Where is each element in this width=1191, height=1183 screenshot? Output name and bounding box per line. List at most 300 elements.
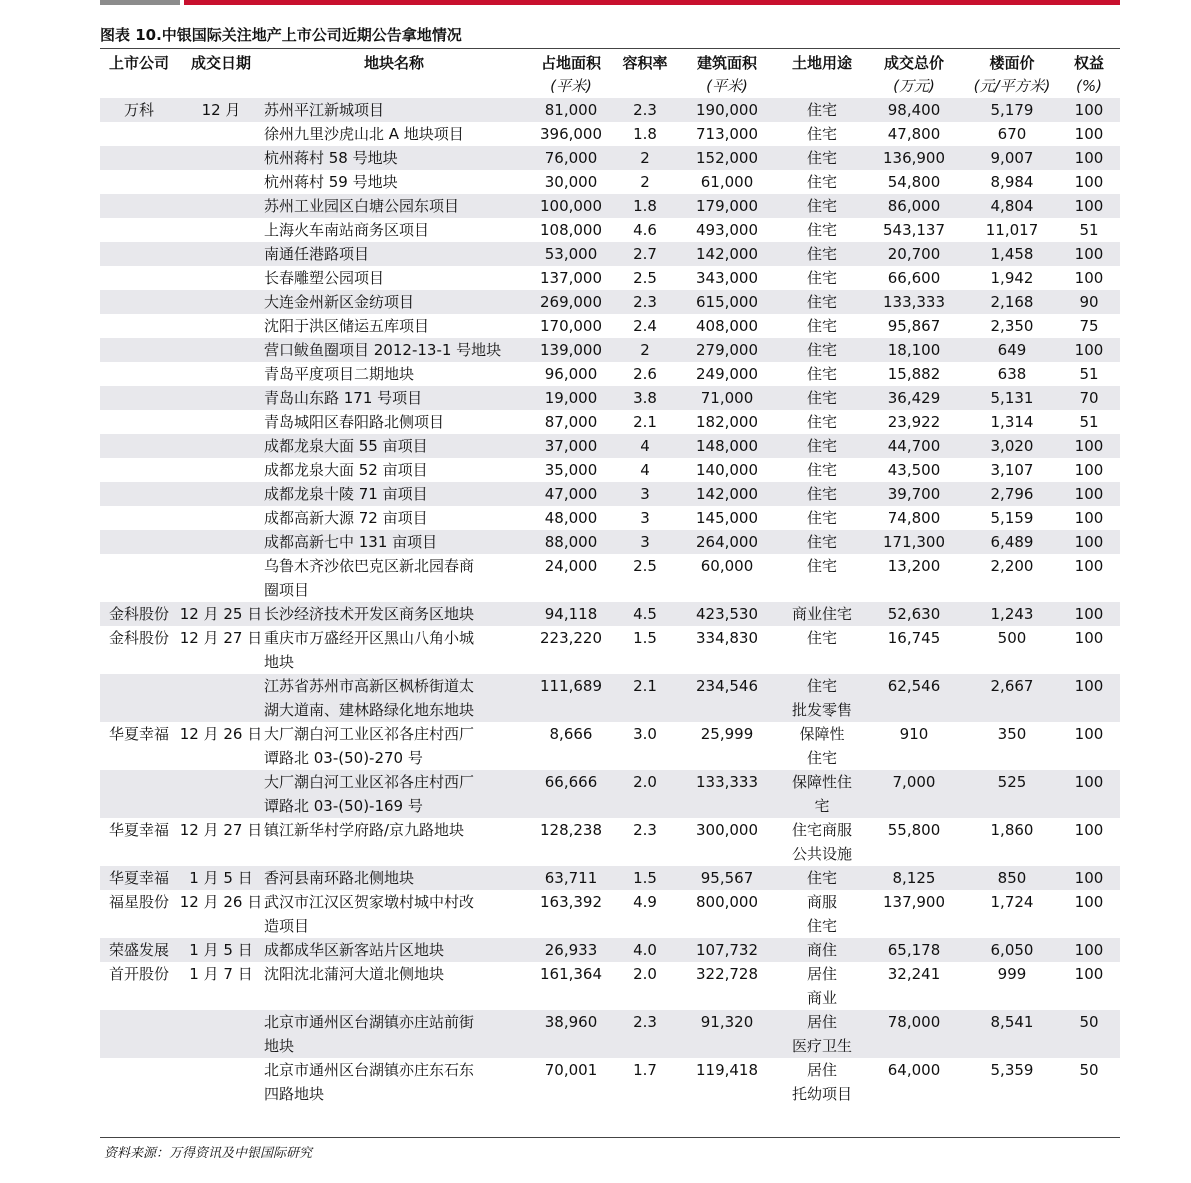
- cell-plot: 沈阳于洪区储运五库项目: [264, 317, 430, 335]
- cell-date: 12 月: [178, 98, 264, 122]
- top-rule: [100, 48, 1120, 49]
- cell-plot: 镇江新华村学府路/京九路地块: [264, 821, 465, 839]
- cell-floor-price: 5,159: [990, 509, 1034, 527]
- cell-date: [178, 314, 264, 338]
- cell-company: [100, 1058, 178, 1106]
- cell-company: [100, 314, 178, 338]
- cell-far: 4.6: [633, 221, 657, 239]
- floor-price-unit: (元/平方米): [973, 77, 1051, 95]
- table-body: [100, 98, 1120, 1106]
- col-header-use: 土地用途: [791, 54, 852, 72]
- cell-site-area: 161,364: [539, 965, 603, 983]
- cell-company: [100, 506, 178, 530]
- cell-far: 1.8: [618, 194, 672, 218]
- cell-equity: 100: [1074, 821, 1104, 839]
- cell-use: 住宅: [806, 461, 837, 479]
- cell-far: 3.0: [633, 725, 657, 743]
- cell-use: 住宅: [782, 290, 862, 314]
- cell-date: [178, 434, 264, 458]
- table-row: [100, 266, 1120, 290]
- table-row: [100, 434, 1120, 458]
- cell-use: 住宅: [782, 530, 862, 554]
- cell-floor-price: 8,984: [990, 173, 1034, 191]
- cell-use: [782, 818, 862, 866]
- cell-gfa: 71,000: [672, 386, 782, 410]
- cell-gfa: 408,000: [695, 317, 759, 335]
- cell-date: [178, 266, 264, 290]
- cell-date: [178, 362, 264, 386]
- cell-line-2: 湖大道南、建林路绿化地东地块: [264, 701, 475, 719]
- cell-date: [178, 218, 264, 242]
- cell-floor-price: 649: [966, 338, 1058, 362]
- cell-company: [100, 434, 178, 458]
- cell-company: 华夏幸福: [100, 866, 178, 890]
- cell-far: 3: [640, 509, 650, 527]
- cell-far: 2.1: [633, 413, 657, 431]
- cell-floor-price: 525: [966, 770, 1058, 818]
- cell-site-area: 94,118: [524, 602, 618, 626]
- cell-floor-price: 850: [966, 866, 1058, 890]
- cell-company: [100, 338, 178, 362]
- cell-plot: 成都龙泉大面 55 亩项目: [264, 434, 524, 458]
- table-row: [100, 290, 1120, 314]
- cell-use: 住宅: [782, 338, 862, 362]
- cell-use: 住宅: [806, 317, 837, 335]
- cell-far: 1.7: [633, 1061, 657, 1079]
- cell-site-area: 88,000: [524, 530, 618, 554]
- header-bar-gray: [100, 0, 180, 5]
- cell-floor-price: 2,796: [966, 482, 1058, 506]
- cell-line-1: 商服: [806, 893, 837, 911]
- cell-equity: 90: [1058, 290, 1120, 314]
- cell-gfa: 279,000: [672, 338, 782, 362]
- gfa-unit: (平米): [706, 77, 748, 95]
- equity-unit: (%): [1076, 77, 1102, 95]
- cell-site-area: 53,000: [524, 242, 618, 266]
- table-row: [100, 938, 1120, 962]
- cell-total-price: 95,867: [887, 317, 941, 335]
- cell-line-1: 重庆市万盛经开区黑山八角小城: [264, 629, 475, 647]
- cell-line-2: 托幼项目: [791, 1085, 852, 1103]
- table-row: [100, 554, 1120, 602]
- cell-use: 住宅: [782, 386, 862, 410]
- cell-gfa: 343,000: [695, 269, 759, 287]
- cell-total-price: 55,800: [887, 821, 941, 839]
- cell-use: [782, 770, 862, 818]
- cell-gfa: 25,999: [700, 725, 754, 743]
- cell-far: 2.0: [618, 770, 672, 818]
- table-row: [100, 194, 1120, 218]
- cell-plot: [264, 1058, 524, 1106]
- cell-site-area: 8,666: [549, 725, 593, 743]
- col-header-gfa: [672, 52, 782, 98]
- cell-equity: 100: [1074, 965, 1104, 983]
- cell-floor-price: 2,350: [990, 317, 1034, 335]
- cell-line-1: 大厂潮白河工业区祁各庄村西厂: [264, 725, 475, 743]
- cell-site-area: 108,000: [539, 221, 603, 239]
- cell-site-area: 26,933: [524, 938, 618, 962]
- col-header-equity: [1058, 52, 1120, 98]
- cell-total-price: 23,922: [887, 413, 941, 431]
- cell-floor-price: 1,724: [990, 893, 1034, 911]
- cell-far: 2.6: [633, 365, 657, 383]
- cell-date: [178, 506, 264, 530]
- cell-company: [100, 194, 178, 218]
- cell-far: 1.8: [633, 125, 657, 143]
- cell-floor-price: 1,458: [966, 242, 1058, 266]
- table-row: [100, 410, 1120, 434]
- cell-equity: 100: [1058, 338, 1120, 362]
- cell-site-area: 37,000: [524, 434, 618, 458]
- cell-total-price: 32,241: [887, 965, 941, 983]
- table-row: [100, 890, 1120, 938]
- cell-floor-price: 6,050: [966, 938, 1058, 962]
- cell-equity: 100: [1074, 629, 1104, 647]
- table-row: [100, 338, 1120, 362]
- cell-company: [100, 170, 178, 194]
- cell-equity: 51: [1079, 365, 1099, 383]
- cell-plot: 成都龙泉大面 52 亩项目: [264, 461, 428, 479]
- cell-gfa: 190,000: [672, 98, 782, 122]
- cell-site-area: 163,392: [539, 893, 603, 911]
- cell-floor-price: 1,314: [990, 413, 1034, 431]
- cell-site-area: 96,000: [544, 365, 598, 383]
- cell-use: 商业住宅: [782, 602, 862, 626]
- cell-plot: 长沙经济技术开发区商务区地块: [264, 602, 524, 626]
- cell-site-area: 48,000: [544, 509, 598, 527]
- cell-date: [178, 458, 264, 482]
- source-note: 资料来源：万得资讯及中银国际研究: [104, 1146, 313, 1161]
- cell-line-2: 造项目: [264, 917, 310, 935]
- cell-date: [178, 242, 264, 266]
- cell-use: 住宅: [806, 221, 837, 239]
- cell-line-2: 谭路北 03-(50)-270 号: [264, 749, 423, 767]
- cell-far: 2: [640, 173, 650, 191]
- cell-equity: 100: [1058, 674, 1120, 722]
- table-row: [100, 1058, 1120, 1106]
- table-row: [100, 98, 1120, 122]
- cell-plot: 大连金州新区金纺项目: [264, 290, 524, 314]
- cell-use: 住宅: [782, 98, 862, 122]
- cell-gfa: 107,732: [672, 938, 782, 962]
- cell-line-2: 批发零售: [791, 701, 852, 719]
- land-acquisition-table: [100, 52, 1120, 1106]
- cell-total-price: 20,700: [862, 242, 966, 266]
- cell-floor-price: 3,107: [990, 461, 1034, 479]
- cell-date: [178, 770, 264, 818]
- cell-line-1: 保障性: [799, 725, 845, 743]
- cell-total-price: 54,800: [887, 173, 941, 191]
- cell-use: [782, 962, 862, 1010]
- col-header-floor-price: [966, 52, 1058, 98]
- cell-line-1: 居住: [806, 1013, 837, 1031]
- cell-line-1: 北京市通州区台湖镇亦庄东石东: [264, 1061, 475, 1079]
- col-header-far: 容积率: [622, 54, 668, 72]
- cell-gfa: 800,000: [695, 893, 759, 911]
- cell-plot: 杭州蒋村 58 号地块: [264, 146, 524, 170]
- cell-use: 住宅: [782, 866, 862, 890]
- table-row: [100, 242, 1120, 266]
- cell-total-price: 133,333: [862, 290, 966, 314]
- table-row: [100, 722, 1120, 770]
- cell-use: [782, 1010, 862, 1058]
- cell-line-2: 地块: [264, 1037, 295, 1055]
- cell-date: 1 月 5 日: [178, 938, 264, 962]
- cell-floor-price: 350: [997, 725, 1027, 743]
- cell-company: 首开股份: [108, 965, 169, 983]
- header-bar-red: [184, 0, 1120, 5]
- cell-use: [782, 1058, 862, 1106]
- cell-line-1: 保障性住: [791, 773, 852, 791]
- cell-gfa: 152,000: [672, 146, 782, 170]
- table-row: [100, 530, 1120, 554]
- cell-plot: 成都龙泉十陵 71 亩项目: [264, 482, 524, 506]
- cell-equity: 100: [1058, 938, 1120, 962]
- cell-line-1: 武汉市江汉区贺家墩村城中村改: [264, 893, 475, 911]
- cell-total-price: 66,600: [887, 269, 941, 287]
- cell-date: [178, 1010, 264, 1058]
- cell-total-price: 16,745: [887, 629, 941, 647]
- cell-total-price: 8,125: [862, 866, 966, 890]
- cell-far: 2.3: [633, 821, 657, 839]
- cell-gfa: 142,000: [672, 242, 782, 266]
- cell-use: 商住: [782, 938, 862, 962]
- cell-plot: 徐州九里沙虎山北 A 地块项目: [264, 125, 464, 143]
- cell-equity: 51: [1079, 221, 1099, 239]
- cell-date: [178, 530, 264, 554]
- floor-price-label: 楼面价: [989, 54, 1035, 72]
- cell-gfa: 322,728: [695, 965, 759, 983]
- cell-use: [782, 674, 862, 722]
- cell-line-1: 江苏省苏州市高新区枫桥街道太: [264, 677, 475, 695]
- cell-total-price: 43,500: [887, 461, 941, 479]
- cell-date: [178, 122, 264, 146]
- cell-far: 4: [640, 461, 650, 479]
- cell-line-2: 住宅: [806, 749, 837, 767]
- cell-far: 2.4: [633, 317, 657, 335]
- table-row: [100, 1010, 1120, 1058]
- cell-gfa: 60,000: [700, 557, 754, 575]
- cell-company: [100, 290, 178, 314]
- cell-company: [100, 362, 178, 386]
- cell-equity: 100: [1058, 602, 1120, 626]
- cell-line-2: 宅: [814, 797, 830, 815]
- cell-far: 2: [618, 338, 672, 362]
- cell-date: 1 月 7 日: [189, 965, 253, 983]
- cell-far: 3: [618, 530, 672, 554]
- cell-site-area: 81,000: [524, 98, 618, 122]
- cell-plot: 成都成华区新客站片区地块: [264, 938, 524, 962]
- cell-total-price: 136,900: [862, 146, 966, 170]
- cell-company: 福星股份: [108, 893, 169, 911]
- table-row: [100, 362, 1120, 386]
- cell-site-area: 269,000: [524, 290, 618, 314]
- cell-gfa: 423,530: [672, 602, 782, 626]
- cell-company: [100, 554, 178, 602]
- cell-plot: [264, 554, 524, 602]
- cell-date: [178, 194, 264, 218]
- cell-use: [782, 890, 862, 938]
- cell-far: 4.9: [633, 893, 657, 911]
- cell-company: [100, 458, 178, 482]
- cell-floor-price: 5,131: [966, 386, 1058, 410]
- cell-use: 住宅: [806, 365, 837, 383]
- cell-line-2: 公共设施: [791, 845, 852, 863]
- cell-floor-price: 9,007: [966, 146, 1058, 170]
- cell-company: [100, 266, 178, 290]
- cell-equity: 70: [1058, 386, 1120, 410]
- cell-date: 12 月 26 日: [179, 725, 263, 743]
- cell-site-area: 87,000: [544, 413, 598, 431]
- cell-far: 2.5: [633, 269, 657, 287]
- cell-plot: 苏州平江新城项目: [264, 98, 524, 122]
- cell-plot: 苏州工业园区白塘公园东项目: [264, 194, 524, 218]
- cell-line-2: 地块: [264, 653, 295, 671]
- cell-total-price: 15,882: [887, 365, 941, 383]
- cell-total-price: 64,000: [887, 1061, 941, 1079]
- cell-floor-price: 3,020: [966, 434, 1058, 458]
- cell-far: 4.5: [618, 602, 672, 626]
- cell-date: [178, 674, 264, 722]
- cell-company: [100, 674, 178, 722]
- cell-gfa: 133,333: [672, 770, 782, 818]
- cell-equity: 100: [1058, 866, 1120, 890]
- cell-date: [178, 410, 264, 434]
- table-row: [100, 770, 1120, 818]
- cell-gfa: 334,830: [695, 629, 759, 647]
- cell-floor-price: 999: [997, 965, 1027, 983]
- cell-equity: 100: [1058, 434, 1120, 458]
- cell-plot: 青岛城阳区春阳路北侧项目: [264, 413, 445, 431]
- cell-plot: [264, 890, 524, 938]
- cell-gfa: 148,000: [672, 434, 782, 458]
- cell-line-1: 乌鲁木齐沙依巴克区新北园春商: [264, 557, 475, 575]
- cell-gfa: 140,000: [695, 461, 759, 479]
- cell-line-2: 谭路北 03-(50)-169 号: [264, 797, 423, 815]
- cell-equity: 50: [1058, 1010, 1120, 1058]
- cell-gfa: 300,000: [695, 821, 759, 839]
- cell-site-area: 137,000: [539, 269, 603, 287]
- cell-total-price: 74,800: [887, 509, 941, 527]
- cell-plot: 成都高新七中 131 亩项目: [264, 530, 524, 554]
- cell-site-area: 223,220: [539, 629, 603, 647]
- cell-floor-price: 5,359: [990, 1061, 1034, 1079]
- cell-total-price: 13,200: [887, 557, 941, 575]
- cell-line-2: 商业: [806, 989, 837, 1007]
- cell-equity: 100: [1074, 893, 1104, 911]
- cell-company: [100, 770, 178, 818]
- cell-date: 1 月 5 日: [178, 866, 264, 890]
- cell-company: [100, 386, 178, 410]
- cell-far: 2.3: [618, 290, 672, 314]
- cell-company: [100, 410, 178, 434]
- cell-company: 金科股份: [108, 629, 169, 647]
- cell-total-price: 62,546: [862, 674, 966, 722]
- cell-site-area: 170,000: [539, 317, 603, 335]
- cell-floor-price: 670: [997, 125, 1027, 143]
- cell-far: 3: [618, 482, 672, 506]
- cell-line-1: 居住: [806, 1061, 837, 1079]
- cell-plot: [264, 770, 524, 818]
- table-row: [100, 170, 1120, 194]
- cell-gfa: 91,320: [672, 1010, 782, 1058]
- table-row: [100, 602, 1120, 626]
- cell-far: 2.1: [618, 674, 672, 722]
- cell-company: [100, 146, 178, 170]
- table-row: [100, 818, 1120, 866]
- cell-use: 住宅: [782, 194, 862, 218]
- cell-gfa: 145,000: [695, 509, 759, 527]
- cell-far: 2.5: [633, 557, 657, 575]
- equity-label: 权益: [1073, 54, 1104, 72]
- cell-plot: 营口鲅鱼圈项目 2012-13-1 号地块: [264, 338, 524, 362]
- cell-plot: 长春雕塑公园项目: [264, 269, 385, 287]
- cell-equity: 50: [1079, 1061, 1099, 1079]
- cell-plot: [264, 674, 524, 722]
- cell-floor-price: 500: [997, 629, 1027, 647]
- cell-date: [178, 338, 264, 362]
- cell-use: 住宅: [806, 413, 837, 431]
- cell-company: 华夏幸福: [108, 821, 169, 839]
- cell-plot: 香河县南环路北侧地块: [264, 866, 524, 890]
- cell-equity: 100: [1074, 725, 1104, 743]
- cell-site-area: 128,238: [539, 821, 603, 839]
- table-row: [100, 122, 1120, 146]
- cell-site-area: 396,000: [539, 125, 603, 143]
- cell-date: [178, 386, 264, 410]
- cell-company: 万科: [100, 98, 178, 122]
- cell-date: [178, 482, 264, 506]
- cell-floor-price: 5,179: [966, 98, 1058, 122]
- cell-gfa: 615,000: [672, 290, 782, 314]
- cell-equity: 100: [1058, 530, 1120, 554]
- cell-plot: [264, 722, 524, 770]
- cell-gfa: 182,000: [695, 413, 759, 431]
- cell-equity: 51: [1079, 413, 1099, 431]
- cell-site-area: 47,000: [524, 482, 618, 506]
- cell-plot: 上海火车南站商务区项目: [264, 221, 430, 239]
- cell-equity: 100: [1058, 242, 1120, 266]
- cell-floor-price: 8,541: [966, 1010, 1058, 1058]
- cell-use: 住宅: [806, 125, 837, 143]
- cell-use: 住宅: [806, 173, 837, 191]
- col-header-date: 成交日期: [190, 54, 251, 72]
- cell-equity: 100: [1074, 557, 1104, 575]
- cell-far: 1.5: [633, 629, 657, 647]
- cell-gfa: 234,546: [672, 674, 782, 722]
- table-row: [100, 146, 1120, 170]
- cell-line-2: 住宅: [806, 917, 837, 935]
- table-header-row: [100, 52, 1120, 98]
- cell-total-price: 137,900: [882, 893, 946, 911]
- cell-company: [100, 218, 178, 242]
- cell-equity: 100: [1074, 461, 1104, 479]
- cell-floor-price: 6,489: [966, 530, 1058, 554]
- cell-date: 12 月 27 日: [179, 821, 263, 839]
- cell-plot: [264, 626, 524, 674]
- gfa-label: 建筑面积: [696, 54, 757, 72]
- cell-gfa: 119,418: [695, 1061, 759, 1079]
- cell-total-price: 171,300: [862, 530, 966, 554]
- cell-total-price: 98,400: [862, 98, 966, 122]
- cell-site-area: 24,000: [544, 557, 598, 575]
- cell-line-2: 圈项目: [264, 581, 310, 599]
- table-row: [100, 482, 1120, 506]
- cell-gfa: 61,000: [700, 173, 754, 191]
- cell-line-1: 住宅: [806, 677, 837, 695]
- cell-floor-price: 1,860: [990, 821, 1034, 839]
- table-row: [100, 962, 1120, 1010]
